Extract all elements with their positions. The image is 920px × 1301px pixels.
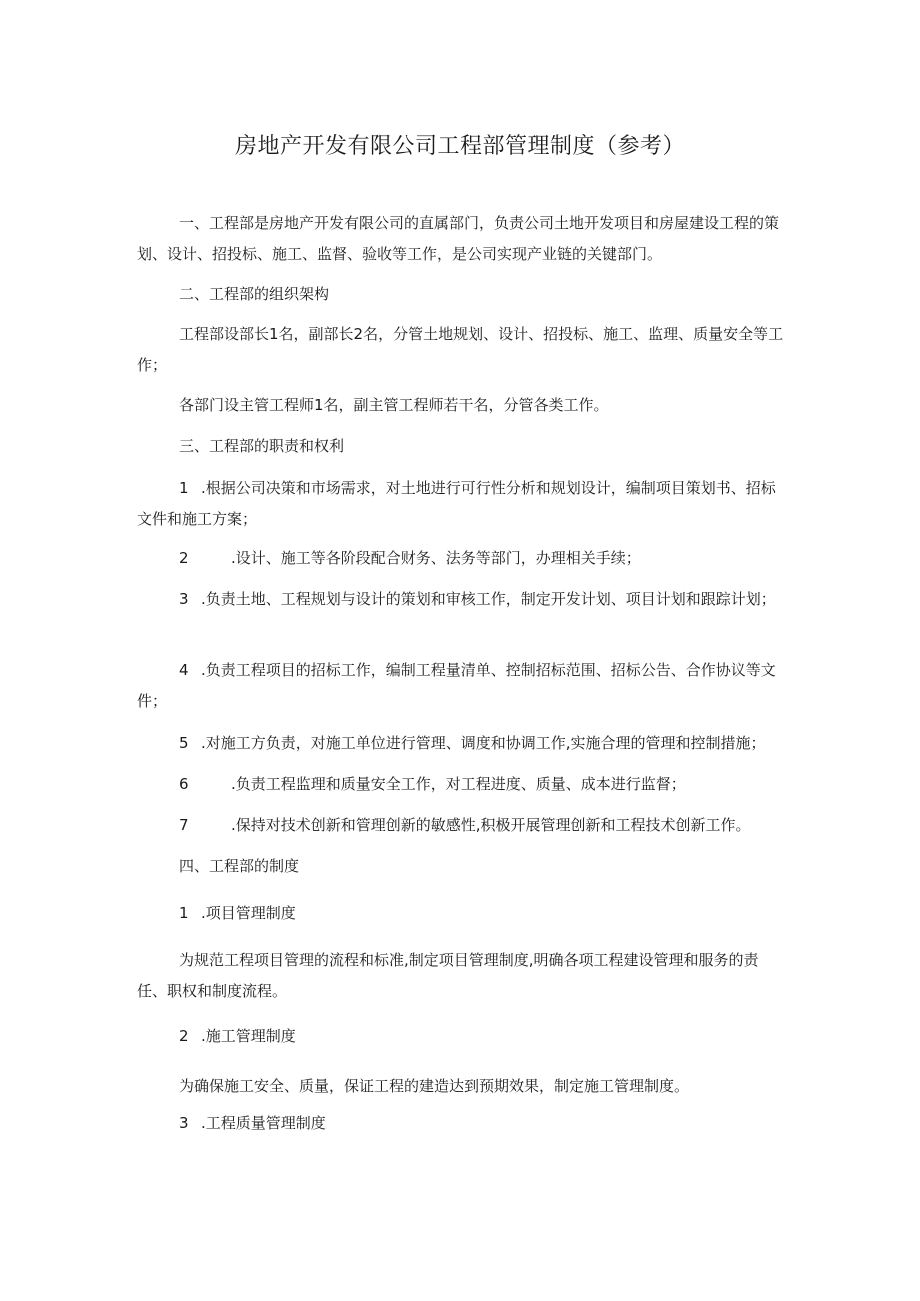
page-title: 房地产开发有限公司工程部管理制度（参考） <box>234 134 685 159</box>
duty-number: 2 <box>179 549 189 567</box>
duty-text: .设计、施工等各阶段配合财务、法务等部门，办理相关手续； <box>231 549 641 567</box>
duty-text: .负责工程监理和质量安全工作，对工程进度、质量、成本进行监督； <box>231 775 686 793</box>
duty-item <box>179 728 766 759</box>
system-title-text: .施工管理制度 <box>201 1027 296 1045</box>
system-title-text: .项目管理制度 <box>201 904 296 922</box>
duty-item <box>179 810 751 841</box>
section-2-paragraph-1 <box>137 319 787 381</box>
duty-text: .根据公司决策和市场需求，对土地进行可行性分析和规划设计，编制项目策划书、招标文件和施工方案； <box>137 479 776 528</box>
duty-text: .负责土地、工程规划与设计的策划和审核工作，制定开发计划、项目计划和跟踪计划； <box>201 590 776 608</box>
system-number: 2 <box>179 1027 189 1045</box>
duty-number: 7 <box>179 816 189 834</box>
system-title-text: .工程质量管理制度 <box>201 1114 326 1132</box>
system-title <box>179 898 296 929</box>
duty-number: 4 <box>179 661 189 679</box>
system-description-text: 为规范工程项目管理的流程和标准,制定项目管理制度,明确各项工程建设管理和服务的责任、职权和制度流程。 <box>137 951 759 1000</box>
duty-text: .保持对技术创新和管理创新的敏感性,积极开展管理创新和工程技术创新工作。 <box>231 816 751 834</box>
section-4-heading: 四、工程部的制度 <box>179 857 300 875</box>
system-number: 3 <box>179 1114 189 1132</box>
duty-item <box>179 769 686 800</box>
section-1-text: 一、工程部是房地产开发有限公司的直属部门，负责公司土地开发项目和房屋建设工程的策划、设计、招投标、施工、监督、验收等工作，是公司实现产业链的关键部门。 <box>137 214 780 263</box>
section-3-heading: 三、工程部的职责和权利 <box>179 437 345 455</box>
duty-number: 6 <box>179 775 189 793</box>
duty-item <box>137 584 787 615</box>
section-2-paragraph-2: 各部门设主管工程师1名，副主管工程师若干名，分管各类工作。 <box>179 396 609 414</box>
system-number: 1 <box>179 904 189 922</box>
duty-number: 5 <box>179 734 189 752</box>
duty-item <box>137 473 787 535</box>
system-title <box>179 1108 326 1139</box>
duty-item <box>137 655 787 717</box>
duty-number: 3 <box>179 590 189 608</box>
duty-item <box>179 543 641 574</box>
system-description: 为确保施工安全、质量，保证工程的建造达到预期效果，制定施工管理制度。 <box>179 1077 690 1095</box>
section-1-paragraph <box>137 208 787 270</box>
duty-text: .对施工方负责，对施工单位进行管理、调度和协调工作,实施合理的管理和控制措施； <box>201 734 766 752</box>
section-2-heading: 二、工程部的组织架构 <box>179 285 330 303</box>
duty-text: .负责工程项目的招标工作，编制工程量清单、控制招标范围、招标公告、合作协议等文件； <box>137 661 776 710</box>
section-2-text-1: 工程部设部长1名，副部长2名，分管土地规划、设计、招投标、施工、监理、质量安全等工作； <box>137 325 784 374</box>
duty-number: 1 <box>179 479 189 497</box>
system-description <box>137 945 787 1007</box>
system-title <box>179 1021 296 1052</box>
